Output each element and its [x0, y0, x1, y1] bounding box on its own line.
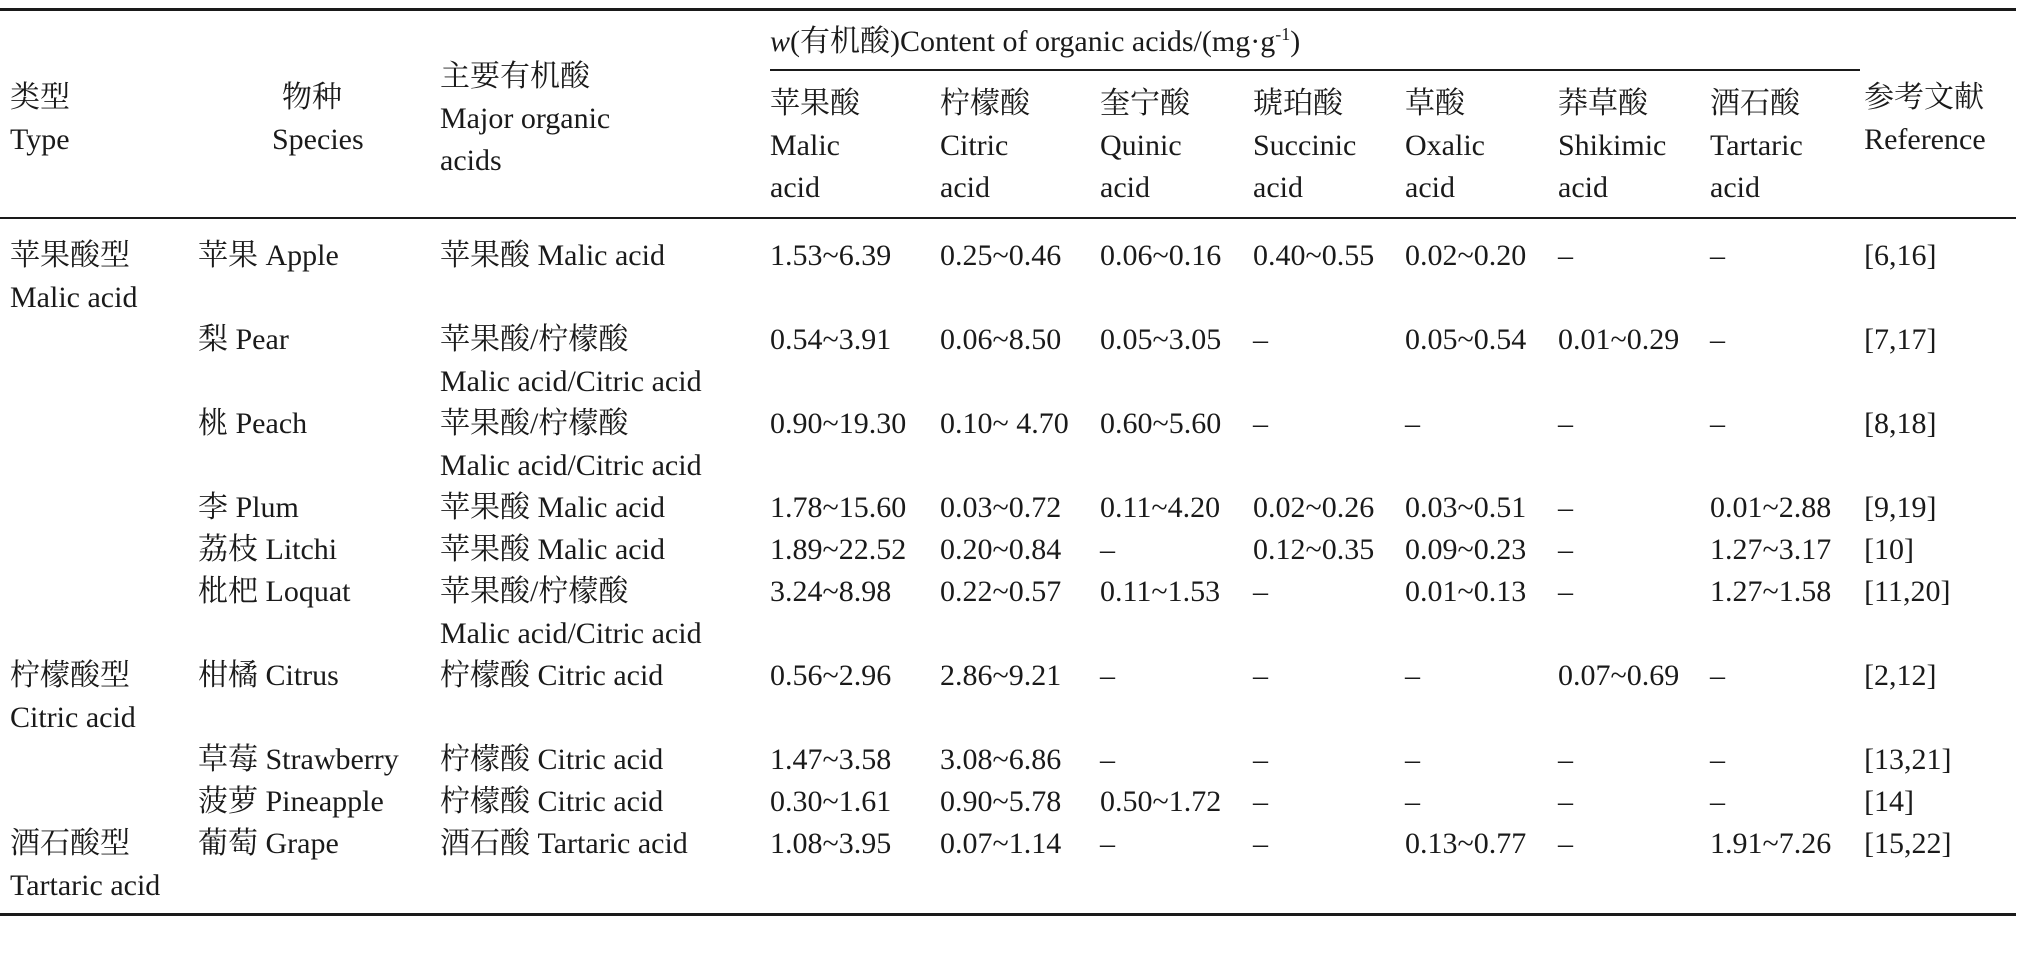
cell-malic: 1.47~3.58 [770, 743, 892, 776]
cell-species: 桃 Peach [198, 407, 308, 440]
cell-type [0, 781, 190, 823]
cell-type [0, 319, 190, 403]
cell-reference: [9,19] [1864, 491, 1937, 524]
acid-en2: acid [1100, 171, 1150, 204]
cell-shikimic: – [1558, 575, 1573, 608]
cell-quinic: – [1100, 659, 1115, 692]
header-major-zh: 主要有机酸 [440, 60, 590, 93]
cell-type-en: Citric acid [10, 701, 136, 734]
table-row [0, 218, 2016, 319]
cell-major-acid [440, 571, 770, 655]
table-row [0, 781, 2016, 823]
header-species [190, 10, 440, 219]
cell-type [0, 655, 190, 739]
cell-oxalic: – [1405, 407, 1420, 440]
cell-citric: 0.10~ 4.70 [940, 407, 1069, 440]
cell-species: 枇杷 Loquat [198, 575, 351, 608]
cell-quinic: 0.06~0.16 [1100, 239, 1222, 272]
cell-succinic: – [1253, 785, 1268, 818]
cell-major-acid [440, 823, 770, 915]
cell-quinic: 0.05~3.05 [1100, 323, 1222, 356]
table-row [0, 655, 2016, 739]
table-body [0, 218, 2016, 915]
cell-major-acid [440, 218, 770, 319]
cell-tartaric: 1.91~7.26 [1710, 823, 1860, 915]
cell-quinic: – [1100, 743, 1115, 776]
cell-type-en: Malic acid [10, 281, 138, 314]
acid-zh: 苹果酸 [770, 87, 860, 120]
acid-en1: Quinic [1100, 129, 1182, 162]
cell-major-line1: 柠檬酸 Citric acid [440, 743, 664, 776]
cell-malic: 1.89~22.52 [770, 533, 907, 566]
cell-major-line1: 酒石酸 Tartaric acid [440, 827, 688, 860]
cell-major-line1: 苹果酸 Malic acid [440, 533, 665, 566]
cell-citric: 0.22~0.57 [940, 575, 1062, 608]
cell-quinic: – [1100, 823, 1253, 915]
cell-shikimic: – [1558, 743, 1573, 776]
cell-type [0, 529, 190, 571]
header-content-zh: (有机酸) [790, 25, 900, 58]
cell-shikimic: 0.07~0.69 [1558, 659, 1680, 692]
acid-en2: acid [1710, 171, 1760, 204]
cell-malic: 1.78~15.60 [770, 491, 907, 524]
header-acid-tartaric [1710, 70, 1860, 218]
cell-malic: 1.08~3.95 [770, 823, 940, 915]
cell-oxalic: – [1405, 659, 1420, 692]
acid-en2: acid [1558, 171, 1608, 204]
cell-quinic: 0.50~1.72 [1100, 785, 1222, 818]
cell-succinic: – [1253, 323, 1268, 356]
acid-en2: acid [1253, 171, 1303, 204]
cell-oxalic: – [1405, 743, 1420, 776]
cell-succinic: – [1253, 823, 1405, 915]
cell-major-acid [440, 655, 770, 739]
cell-major-acid [440, 739, 770, 781]
cell-citric: 0.07~1.14 [940, 823, 1100, 915]
header-content-sup: -1 [1275, 24, 1291, 44]
cell-succinic: – [1253, 743, 1268, 776]
cell-major-line1: 苹果酸/柠檬酸 [440, 323, 629, 356]
header-acid-malic [770, 70, 940, 218]
acid-en2: acid [1405, 171, 1455, 204]
cell-reference: [8,18] [1864, 407, 1937, 440]
cell-shikimic: – [1558, 533, 1573, 566]
cell-quinic: 0.11~1.53 [1100, 575, 1221, 608]
header-species-en: Species [272, 123, 364, 156]
acid-en1: Succinic [1253, 129, 1357, 162]
header-species-zh: 物种 [282, 81, 342, 114]
cell-shikimic: 0.01~0.29 [1558, 323, 1680, 356]
cell-citric: 0.06~8.50 [940, 323, 1062, 356]
cell-major-line1: 苹果酸 Malic acid [440, 491, 665, 524]
cell-oxalic: 0.03~0.51 [1405, 491, 1527, 524]
cell-malic: 0.56~2.96 [770, 659, 892, 692]
cell-reference: [6,16] [1864, 239, 1937, 272]
cell-shikimic: – [1558, 407, 1573, 440]
cell-type-en: Tartaric acid [10, 869, 161, 902]
cell-type [0, 487, 190, 529]
table-row [0, 319, 2016, 403]
cell-species: 葡萄 Grape [190, 823, 440, 915]
header-content-en: Content of organic acids/(mg·g [900, 25, 1276, 58]
acid-zh: 琥珀酸 [1253, 87, 1343, 120]
cell-succinic: 0.40~0.55 [1253, 239, 1375, 272]
cell-reference: [10] [1864, 533, 1915, 566]
header-content-group [770, 10, 1860, 71]
cell-malic: 3.24~8.98 [770, 575, 892, 608]
cell-major-acid [440, 403, 770, 487]
header-major-en1: Major organic [440, 102, 611, 135]
cell-succinic: 0.12~0.35 [1253, 533, 1375, 566]
cell-quinic: 0.60~5.60 [1100, 407, 1222, 440]
header-reference-zh: 参考文献 [1864, 81, 1985, 114]
cell-species: 草莓 Strawberry [198, 743, 399, 776]
cell-type [0, 218, 190, 319]
cell-oxalic: 0.01~0.13 [1405, 575, 1527, 608]
cell-malic: 0.54~3.91 [770, 323, 892, 356]
header-type-zh: 类型 [10, 81, 70, 114]
cell-type-zh: 苹果酸型 [10, 239, 130, 272]
cell-succinic: – [1253, 575, 1268, 608]
acid-zh: 酒石酸 [1710, 87, 1800, 120]
cell-major-acid [440, 781, 770, 823]
acid-en1: Citric [940, 129, 1009, 162]
header-acid-quinic [1100, 70, 1253, 218]
cell-reference: [14] [1864, 785, 1915, 818]
cell-major-acid [440, 487, 770, 529]
cell-reference: [2,12] [1864, 659, 1937, 692]
cell-major-acid [440, 529, 770, 571]
table-row [0, 529, 2016, 571]
header-major-acids [440, 10, 770, 219]
header-content-close: ) [1290, 25, 1301, 58]
cell-type-zh: 柠檬酸型 [10, 659, 130, 692]
cell-major-line2: Malic acid/Citric acid [440, 365, 702, 398]
cell-shikimic: – [1558, 491, 1573, 524]
cell-shikimic: – [1558, 823, 1710, 915]
cell-oxalic: 0.09~0.23 [1405, 533, 1527, 566]
header-acid-citric [940, 70, 1100, 218]
table-row [0, 823, 2016, 915]
header-content-w: w [770, 25, 791, 58]
header-reference-en: Reference [1864, 123, 1986, 156]
cell-tartaric: 1.27~1.58 [1710, 575, 1832, 608]
cell-citric: 0.25~0.46 [940, 239, 1062, 272]
cell-reference: [11,20] [1864, 575, 1951, 608]
acid-en2: acid [940, 171, 990, 204]
cell-oxalic: 0.05~0.54 [1405, 323, 1527, 356]
acid-en1: Malic [770, 129, 840, 162]
organic-acids-table [0, 8, 2016, 916]
cell-oxalic: 0.02~0.20 [1405, 239, 1527, 272]
acid-zh: 奎宁酸 [1100, 87, 1190, 120]
header-acid-succinic [1253, 70, 1405, 218]
header-reference [1860, 10, 2016, 219]
cell-major-line1: 柠檬酸 Citric acid [440, 785, 664, 818]
cell-malic: 1.53~6.39 [770, 239, 892, 272]
header-acid-shikimic [1558, 70, 1710, 218]
cell-succinic: – [1253, 407, 1268, 440]
header-row-1 [0, 10, 2016, 71]
acid-en1: Tartaric [1710, 129, 1803, 162]
cell-shikimic: – [1558, 239, 1573, 272]
cell-tartaric: 0.01~2.88 [1710, 491, 1832, 524]
cell-tartaric: – [1710, 323, 1725, 356]
cell-species: 菠萝 Pineapple [198, 785, 384, 818]
header-type [0, 10, 190, 219]
cell-type [0, 571, 190, 655]
cell-species: 柑橘 Citrus [198, 659, 339, 692]
acid-zh: 柠檬酸 [940, 87, 1030, 120]
cell-quinic: – [1100, 533, 1115, 566]
cell-major-line1: 柠檬酸 Citric acid [440, 659, 664, 692]
table-row [0, 403, 2016, 487]
cell-species: 苹果 Apple [198, 239, 339, 272]
cell-tartaric: – [1710, 239, 1725, 272]
cell-succinic: – [1253, 659, 1268, 692]
cell-tartaric: – [1710, 407, 1725, 440]
cell-species: 李 Plum [198, 491, 299, 524]
acid-en1: Shikimic [1558, 129, 1667, 162]
cell-tartaric: – [1710, 785, 1725, 818]
cell-shikimic: – [1558, 785, 1573, 818]
cell-type [0, 739, 190, 781]
acid-zh: 草酸 [1405, 87, 1465, 120]
cell-succinic: 0.02~0.26 [1253, 491, 1375, 524]
cell-reference: [15,22] [1860, 823, 2016, 915]
cell-oxalic: 0.13~0.77 [1405, 823, 1558, 915]
cell-major-line2: Malic acid/Citric acid [440, 617, 702, 650]
cell-reference: [13,21] [1864, 743, 1952, 776]
cell-tartaric: 1.27~3.17 [1710, 533, 1832, 566]
table-row [0, 571, 2016, 655]
cell-type [0, 823, 190, 915]
table-row [0, 739, 2016, 781]
cell-major-line1: 苹果酸/柠檬酸 [440, 407, 629, 440]
header-type-en: Type [10, 123, 70, 156]
cell-tartaric: – [1710, 743, 1725, 776]
cell-major-line1: 苹果酸 Malic acid [440, 239, 665, 272]
cell-major-line2: Malic acid/Citric acid [440, 449, 702, 482]
acid-zh: 莽草酸 [1558, 87, 1648, 120]
cell-citric: 0.90~5.78 [940, 785, 1062, 818]
cell-type-zh: 酒石酸型 [10, 827, 130, 860]
cell-citric: 3.08~6.86 [940, 743, 1062, 776]
cell-major-line1: 苹果酸/柠檬酸 [440, 575, 629, 608]
cell-species: 梨 Pear [198, 323, 289, 356]
cell-major-acid [440, 319, 770, 403]
cell-malic: 0.90~19.30 [770, 407, 907, 440]
cell-type [0, 403, 190, 487]
cell-oxalic: – [1405, 785, 1420, 818]
header-major-en2: acids [440, 144, 502, 177]
cell-citric: 0.03~0.72 [940, 491, 1062, 524]
cell-reference: [7,17] [1864, 323, 1937, 356]
cell-citric: 2.86~9.21 [940, 659, 1062, 692]
acid-en2: acid [770, 171, 820, 204]
cell-tartaric: – [1710, 659, 1725, 692]
cell-species: 荔枝 Litchi [198, 533, 338, 566]
table-row [0, 487, 2016, 529]
header-acid-oxalic [1405, 70, 1558, 218]
acid-en1: Oxalic [1405, 129, 1485, 162]
cell-citric: 0.20~0.84 [940, 533, 1062, 566]
cell-malic: 0.30~1.61 [770, 785, 892, 818]
cell-quinic: 0.11~4.20 [1100, 491, 1221, 524]
